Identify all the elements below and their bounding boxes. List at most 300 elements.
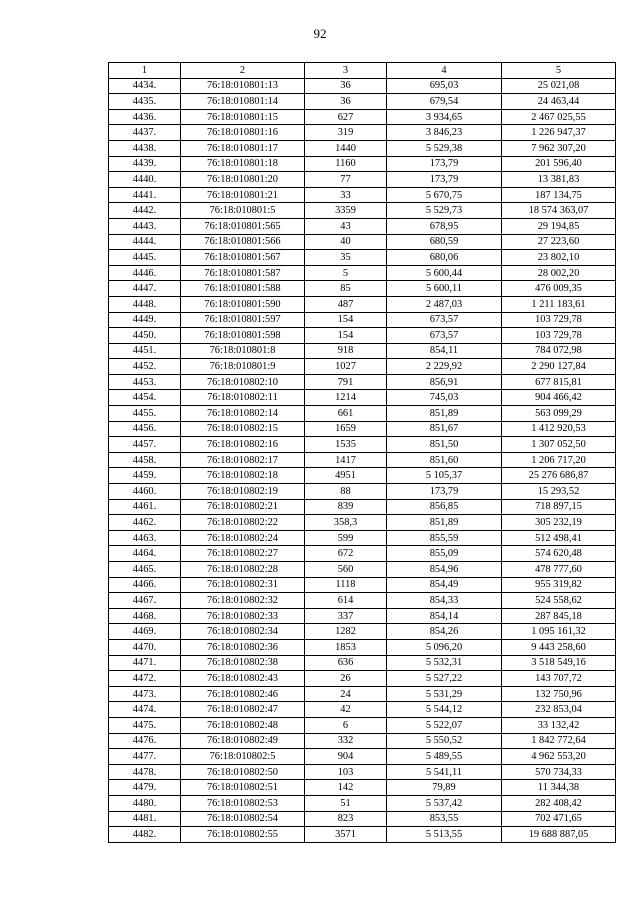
cadastral-number-cell: 76:18:010801:566 [181, 234, 305, 250]
area-cell: 823 [305, 811, 387, 827]
row-number-cell: 4461. [109, 499, 181, 515]
row-number-cell: 4458. [109, 452, 181, 468]
row-number-cell: 4451. [109, 343, 181, 359]
row-number-cell: 4448. [109, 296, 181, 312]
cadastral-value-cell: 1 412 920,53 [502, 421, 616, 437]
specific-value-cell: 855,59 [387, 530, 502, 546]
table-row [109, 499, 616, 515]
cadastral-number-cell: 76:18:010802:18 [181, 468, 305, 484]
cadastral-number-cell: 76:18:010802:50 [181, 764, 305, 780]
specific-value-cell: 851,89 [387, 515, 502, 531]
row-number-cell: 4449. [109, 312, 181, 328]
row-number-cell: 4454. [109, 390, 181, 406]
table-row [109, 343, 616, 359]
row-number-cell: 4469. [109, 624, 181, 640]
cadastral-value-cell: 103 729,78 [502, 312, 616, 328]
specific-value-cell: 855,09 [387, 546, 502, 562]
table-row [109, 468, 616, 484]
table-row [109, 328, 616, 344]
specific-value-cell: 854,26 [387, 624, 502, 640]
cadastral-value-cell: 15 293,52 [502, 484, 616, 500]
row-number-cell: 4453. [109, 374, 181, 390]
row-number-cell: 4447. [109, 281, 181, 297]
table-row [109, 203, 616, 219]
row-number-cell: 4470. [109, 639, 181, 655]
area-cell: 51 [305, 795, 387, 811]
cadastral-value-cell: 28 002,20 [502, 265, 616, 281]
table-row [109, 281, 616, 297]
area-cell: 40 [305, 234, 387, 250]
table-row [109, 655, 616, 671]
cadastral-number-cell: 76:18:010801:590 [181, 296, 305, 312]
row-number-cell: 4463. [109, 530, 181, 546]
row-number-cell: 4477. [109, 749, 181, 765]
specific-value-cell: 5 537,42 [387, 795, 502, 811]
cadastral-number-cell: 76:18:010802:54 [181, 811, 305, 827]
table-row [109, 452, 616, 468]
cadastral-number-cell: 76:18:010802:17 [181, 452, 305, 468]
area-cell: 904 [305, 749, 387, 765]
specific-value-cell: 173,79 [387, 156, 502, 172]
column-header-2: 2 [181, 63, 305, 79]
specific-value-cell: 679,54 [387, 94, 502, 110]
row-number-cell: 4471. [109, 655, 181, 671]
specific-value-cell: 2 229,92 [387, 359, 502, 375]
cadastral-value-cell: 2 290 127,84 [502, 359, 616, 375]
cadastral-value-cell: 1 842 772,64 [502, 733, 616, 749]
area-cell: 337 [305, 608, 387, 624]
area-cell: 560 [305, 562, 387, 578]
row-number-cell: 4437. [109, 125, 181, 141]
row-number-cell: 4446. [109, 265, 181, 281]
row-number-cell: 4466. [109, 577, 181, 593]
area-cell: 1440 [305, 140, 387, 156]
table-row [109, 359, 616, 375]
row-number-cell: 4473. [109, 686, 181, 702]
cadastral-value-cell: 1 095 161,32 [502, 624, 616, 640]
specific-value-cell: 5 529,38 [387, 140, 502, 156]
specific-value-cell: 856,85 [387, 499, 502, 515]
area-cell: 103 [305, 764, 387, 780]
cadastral-number-cell: 76:18:010802:22 [181, 515, 305, 531]
cadastral-number-cell: 76:18:010802:21 [181, 499, 305, 515]
table-row [109, 827, 616, 843]
table-row [109, 312, 616, 328]
specific-value-cell: 673,57 [387, 328, 502, 344]
area-cell: 614 [305, 593, 387, 609]
area-cell: 85 [305, 281, 387, 297]
cadastral-value-table [108, 62, 616, 843]
specific-value-cell: 5 550,52 [387, 733, 502, 749]
cadastral-value-cell: 718 897,15 [502, 499, 616, 515]
specific-value-cell: 854,11 [387, 343, 502, 359]
table-row [109, 250, 616, 266]
area-cell: 35 [305, 250, 387, 266]
area-cell: 661 [305, 406, 387, 422]
table-row [109, 624, 616, 640]
specific-value-cell: 5 529,73 [387, 203, 502, 219]
cadastral-number-cell: 76:18:010802:19 [181, 484, 305, 500]
row-number-cell: 4457. [109, 437, 181, 453]
specific-value-cell: 854,14 [387, 608, 502, 624]
table-row [109, 749, 616, 765]
specific-value-cell: 2 487,03 [387, 296, 502, 312]
cadastral-value-cell: 9 443 258,60 [502, 639, 616, 655]
area-cell: 142 [305, 780, 387, 796]
specific-value-cell: 680,59 [387, 234, 502, 250]
area-cell: 24 [305, 686, 387, 702]
row-number-cell: 4438. [109, 140, 181, 156]
table-row [109, 593, 616, 609]
column-header-5: 5 [502, 63, 616, 79]
area-cell: 918 [305, 343, 387, 359]
area-cell: 26 [305, 671, 387, 687]
table-row [109, 94, 616, 110]
cadastral-number-cell: 76:18:010802:49 [181, 733, 305, 749]
area-cell: 791 [305, 374, 387, 390]
specific-value-cell: 3 846,23 [387, 125, 502, 141]
row-number-cell: 4434. [109, 78, 181, 94]
cadastral-value-cell: 187 134,75 [502, 187, 616, 203]
row-number-cell: 4480. [109, 795, 181, 811]
table-row [109, 421, 616, 437]
table-row [109, 296, 616, 312]
cadastral-number-cell: 76:18:010801:565 [181, 218, 305, 234]
row-number-cell: 4459. [109, 468, 181, 484]
area-cell: 599 [305, 530, 387, 546]
cadastral-number-cell: 76:18:010802:51 [181, 780, 305, 796]
table-row [109, 234, 616, 250]
cadastral-number-cell: 76:18:010802:24 [181, 530, 305, 546]
cadastral-number-cell: 76:18:010802:47 [181, 702, 305, 718]
area-cell: 3359 [305, 203, 387, 219]
table-header-row [109, 63, 616, 79]
table-row [109, 780, 616, 796]
table-row [109, 172, 616, 188]
table-row [109, 374, 616, 390]
table-row [109, 702, 616, 718]
table-row [109, 639, 616, 655]
table-row [109, 109, 616, 125]
cadastral-value-cell: 1 307 052,50 [502, 437, 616, 453]
table-row [109, 733, 616, 749]
row-number-cell: 4440. [109, 172, 181, 188]
cadastral-number-cell: 76:18:010801:16 [181, 125, 305, 141]
cadastral-value-cell: 702 471,65 [502, 811, 616, 827]
cadastral-value-cell: 478 777,60 [502, 562, 616, 578]
row-number-cell: 4464. [109, 546, 181, 562]
cadastral-value-cell: 23 802,10 [502, 250, 616, 266]
table-row [109, 406, 616, 422]
cadastral-number-cell: 76:18:010801:597 [181, 312, 305, 328]
row-number-cell: 4445. [109, 250, 181, 266]
specific-value-cell: 851,50 [387, 437, 502, 453]
table-row [109, 78, 616, 94]
area-cell: 1118 [305, 577, 387, 593]
cadastral-number-cell: 76:18:010801:15 [181, 109, 305, 125]
area-cell: 154 [305, 328, 387, 344]
cadastral-value-cell: 27 223,60 [502, 234, 616, 250]
specific-value-cell: 5 600,44 [387, 265, 502, 281]
table-row [109, 764, 616, 780]
row-number-cell: 4472. [109, 671, 181, 687]
row-number-cell: 4442. [109, 203, 181, 219]
cadastral-number-cell: 76:18:010802:16 [181, 437, 305, 453]
specific-value-cell: 5 513,55 [387, 827, 502, 843]
table-row [109, 484, 616, 500]
area-cell: 487 [305, 296, 387, 312]
cadastral-value-cell: 25 276 686,87 [502, 468, 616, 484]
specific-value-cell: 678,95 [387, 218, 502, 234]
cadastral-number-cell: 76:18:010801:20 [181, 172, 305, 188]
cadastral-number-cell: 76:18:010801:9 [181, 359, 305, 375]
row-number-cell: 4468. [109, 608, 181, 624]
cadastral-number-cell: 76:18:010801:588 [181, 281, 305, 297]
row-number-cell: 4444. [109, 234, 181, 250]
specific-value-cell: 173,79 [387, 484, 502, 500]
specific-value-cell: 5 096,20 [387, 639, 502, 655]
cadastral-number-cell: 76:18:010802:55 [181, 827, 305, 843]
cadastral-number-cell: 76:18:010801:14 [181, 94, 305, 110]
specific-value-cell: 5 670,75 [387, 187, 502, 203]
cadastral-value-cell: 132 750,96 [502, 686, 616, 702]
area-cell: 88 [305, 484, 387, 500]
table-row [109, 608, 616, 624]
row-number-cell: 4436. [109, 109, 181, 125]
specific-value-cell: 680,06 [387, 250, 502, 266]
specific-value-cell: 79,89 [387, 780, 502, 796]
specific-value-cell: 851,89 [387, 406, 502, 422]
table-row [109, 265, 616, 281]
table-row [109, 577, 616, 593]
table-row [109, 156, 616, 172]
table-row [109, 686, 616, 702]
cadastral-number-cell: 76:18:010802:36 [181, 639, 305, 655]
cadastral-value-cell: 282 408,42 [502, 795, 616, 811]
area-cell: 43 [305, 218, 387, 234]
area-cell: 3571 [305, 827, 387, 843]
cadastral-number-cell: 76:18:010801:587 [181, 265, 305, 281]
cadastral-value-cell: 2 467 025,55 [502, 109, 616, 125]
table-row [109, 546, 616, 562]
cadastral-value-cell: 11 344,38 [502, 780, 616, 796]
cadastral-number-cell: 76:18:010801:567 [181, 250, 305, 266]
area-cell: 627 [305, 109, 387, 125]
cadastral-value-cell: 784 072,98 [502, 343, 616, 359]
specific-value-cell: 5 544,12 [387, 702, 502, 718]
cadastral-number-cell: 76:18:010801:18 [181, 156, 305, 172]
cadastral-value-cell: 570 734,33 [502, 764, 616, 780]
table-body [109, 78, 616, 842]
area-cell: 36 [305, 78, 387, 94]
table-row [109, 811, 616, 827]
cadastral-value-cell: 3 518 549,16 [502, 655, 616, 671]
row-number-cell: 4475. [109, 717, 181, 733]
specific-value-cell: 851,60 [387, 452, 502, 468]
row-number-cell: 4435. [109, 94, 181, 110]
table-row [109, 390, 616, 406]
row-number-cell: 4465. [109, 562, 181, 578]
cadastral-number-cell: 76:18:010802:14 [181, 406, 305, 422]
cadastral-number-cell: 76:18:010801:5 [181, 203, 305, 219]
cadastral-number-cell: 76:18:010802:43 [181, 671, 305, 687]
cadastral-value-cell: 574 620,48 [502, 546, 616, 562]
specific-value-cell: 854,96 [387, 562, 502, 578]
row-number-cell: 4441. [109, 187, 181, 203]
cadastral-value-cell: 33 132,42 [502, 717, 616, 733]
cadastral-number-cell: 76:18:010802:33 [181, 608, 305, 624]
cadastral-number-cell: 76:18:010802:31 [181, 577, 305, 593]
specific-value-cell: 5 522,07 [387, 717, 502, 733]
specific-value-cell: 5 532,31 [387, 655, 502, 671]
specific-value-cell: 853,55 [387, 811, 502, 827]
table-row [109, 530, 616, 546]
specific-value-cell: 673,57 [387, 312, 502, 328]
cadastral-value-cell: 201 596,40 [502, 156, 616, 172]
cadastral-number-cell: 76:18:010801:8 [181, 343, 305, 359]
cadastral-number-cell: 76:18:010801:13 [181, 78, 305, 94]
cadastral-number-cell: 76:18:010802:10 [181, 374, 305, 390]
specific-value-cell: 854,33 [387, 593, 502, 609]
cadastral-value-cell: 1 226 947,37 [502, 125, 616, 141]
area-cell: 1160 [305, 156, 387, 172]
cadastral-number-cell: 76:18:010801:17 [181, 140, 305, 156]
cadastral-number-cell: 76:18:010802:27 [181, 546, 305, 562]
row-number-cell: 4443. [109, 218, 181, 234]
area-cell: 1659 [305, 421, 387, 437]
specific-value-cell: 745,03 [387, 390, 502, 406]
specific-value-cell: 856,91 [387, 374, 502, 390]
area-cell: 1214 [305, 390, 387, 406]
cadastral-number-cell: 76:18:010802:53 [181, 795, 305, 811]
cadastral-number-cell: 76:18:010801:21 [181, 187, 305, 203]
specific-value-cell: 5 489,55 [387, 749, 502, 765]
cadastral-value-cell: 13 381,83 [502, 172, 616, 188]
table-row [109, 140, 616, 156]
table-row [109, 717, 616, 733]
cadastral-number-cell: 76:18:010802:48 [181, 717, 305, 733]
specific-value-cell: 5 531,29 [387, 686, 502, 702]
specific-value-cell: 5 105,37 [387, 468, 502, 484]
area-cell: 672 [305, 546, 387, 562]
column-header-3: 3 [305, 63, 387, 79]
table-row [109, 125, 616, 141]
area-cell: 6 [305, 717, 387, 733]
area-cell: 33 [305, 187, 387, 203]
column-header-1: 1 [109, 63, 181, 79]
specific-value-cell: 5 600,11 [387, 281, 502, 297]
row-number-cell: 4478. [109, 764, 181, 780]
cadastral-value-cell: 287 845,18 [502, 608, 616, 624]
cadastral-value-cell: 29 194,85 [502, 218, 616, 234]
cadastral-number-cell: 76:18:010802:38 [181, 655, 305, 671]
cadastral-number-cell: 76:18:010802:11 [181, 390, 305, 406]
table-row [109, 218, 616, 234]
row-number-cell: 4476. [109, 733, 181, 749]
cadastral-value-cell: 904 466,42 [502, 390, 616, 406]
cadastral-number-cell: 76:18:010801:598 [181, 328, 305, 344]
area-cell: 4951 [305, 468, 387, 484]
row-number-cell: 4474. [109, 702, 181, 718]
specific-value-cell: 3 934,65 [387, 109, 502, 125]
area-cell: 154 [305, 312, 387, 328]
specific-value-cell: 851,67 [387, 421, 502, 437]
area-cell: 1535 [305, 437, 387, 453]
row-number-cell: 4450. [109, 328, 181, 344]
area-cell: 636 [305, 655, 387, 671]
table-row [109, 437, 616, 453]
row-number-cell: 4460. [109, 484, 181, 500]
cadastral-value-cell: 7 962 307,20 [502, 140, 616, 156]
cadastral-number-cell: 76:18:010802:15 [181, 421, 305, 437]
row-number-cell: 4462. [109, 515, 181, 531]
cadastral-value-cell: 512 498,41 [502, 530, 616, 546]
cadastral-value-cell: 4 962 553,20 [502, 749, 616, 765]
cadastral-number-cell: 76:18:010802:5 [181, 749, 305, 765]
column-header-4: 4 [387, 63, 502, 79]
specific-value-cell: 695,03 [387, 78, 502, 94]
row-number-cell: 4439. [109, 156, 181, 172]
table-row [109, 795, 616, 811]
area-cell: 77 [305, 172, 387, 188]
cadastral-value-cell: 24 463,44 [502, 94, 616, 110]
cadastral-value-cell: 476 009,35 [502, 281, 616, 297]
area-cell: 332 [305, 733, 387, 749]
cadastral-value-cell: 143 707,72 [502, 671, 616, 687]
cadastral-value-cell: 1 211 183,61 [502, 296, 616, 312]
area-cell: 319 [305, 125, 387, 141]
area-cell: 42 [305, 702, 387, 718]
specific-value-cell: 5 541,11 [387, 764, 502, 780]
cadastral-value-cell: 524 558,62 [502, 593, 616, 609]
area-cell: 1027 [305, 359, 387, 375]
area-cell: 839 [305, 499, 387, 515]
specific-value-cell: 5 527,22 [387, 671, 502, 687]
row-number-cell: 4482. [109, 827, 181, 843]
row-number-cell: 4481. [109, 811, 181, 827]
cadastral-value-cell: 232 853,04 [502, 702, 616, 718]
table-row [109, 671, 616, 687]
table-row [109, 562, 616, 578]
cadastral-number-cell: 76:18:010802:34 [181, 624, 305, 640]
cadastral-value-cell: 25 021,08 [502, 78, 616, 94]
page-number: 92 [313, 26, 327, 41]
table-row [109, 515, 616, 531]
row-number-cell: 4455. [109, 406, 181, 422]
cadastral-number-cell: 76:18:010802:32 [181, 593, 305, 609]
cadastral-value-cell: 677 815,81 [502, 374, 616, 390]
cadastral-value-cell: 1 206 717,20 [502, 452, 616, 468]
cadastral-value-cell: 19 688 887,05 [502, 827, 616, 843]
area-cell: 36 [305, 94, 387, 110]
row-number-cell: 4456. [109, 421, 181, 437]
row-number-cell: 4452. [109, 359, 181, 375]
cadastral-value-cell: 103 729,78 [502, 328, 616, 344]
cadastral-number-cell: 76:18:010802:46 [181, 686, 305, 702]
row-number-cell: 4479. [109, 780, 181, 796]
area-cell: 358,3 [305, 515, 387, 531]
area-cell: 1417 [305, 452, 387, 468]
cadastral-value-cell: 563 099,29 [502, 406, 616, 422]
specific-value-cell: 173,79 [387, 172, 502, 188]
area-cell: 1282 [305, 624, 387, 640]
cadastral-number-cell: 76:18:010802:28 [181, 562, 305, 578]
area-cell: 5 [305, 265, 387, 281]
cadastral-value-cell: 18 574 363,07 [502, 203, 616, 219]
row-number-cell: 4467. [109, 593, 181, 609]
cadastral-value-cell: 955 319,82 [502, 577, 616, 593]
specific-value-cell: 854,49 [387, 577, 502, 593]
